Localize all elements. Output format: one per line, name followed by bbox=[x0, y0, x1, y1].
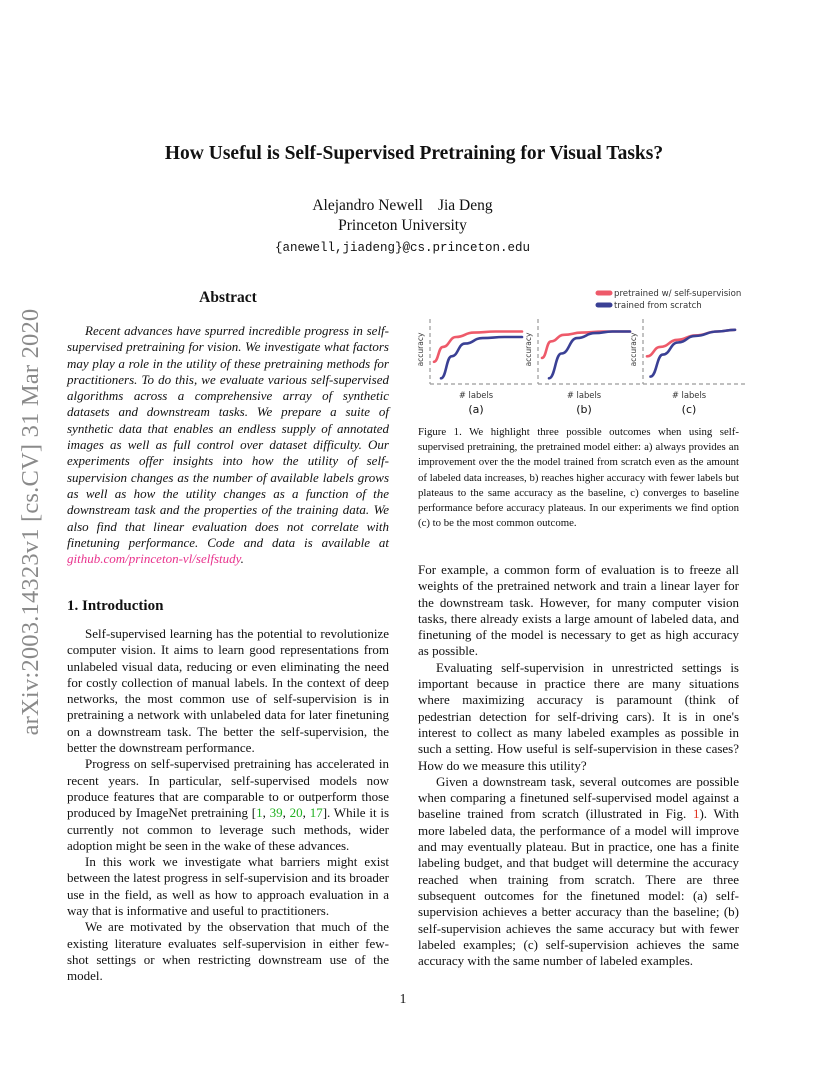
figure-1-chart bbox=[410, 283, 750, 421]
code-link[interactable]: github.com/princeton-vl/selfstudy bbox=[67, 551, 241, 567]
paragraph-text: Given a downstream task, several outcomes are possible when comparing a finetuned self-supervised model against a baseline trained from scratch (illustrated in Fig. bbox=[418, 773, 739, 822]
chart-panel bbox=[629, 319, 745, 416]
paragraph: In this work we investigate what barriers might exist between the latest progress in self-supervision and its broader use in the field, as well as how to approach evaluation in a way that is informative and useful to practitioners. bbox=[67, 854, 389, 919]
paragraph-text: ]. While it is currently not common to leverage such methods, wider adoption might be seen in the wake of these advances. bbox=[67, 805, 390, 853]
x-axis-label: # labels bbox=[458, 390, 494, 400]
chart-panel bbox=[416, 319, 532, 416]
paragraph: Self-supervised learning has the potential to revolutionize computer vision. It aims to learn good representations from unlabeled visual data, reducing or even eliminating the need for costly collection of manual labels. In the context of deep networks, the most common use of self-supervision is in pretraining a network with unlabeled data for later finetuning on a downstream task. The better the self-supervision, the better the downstream performance. bbox=[67, 626, 389, 756]
panel-label: (a) bbox=[468, 403, 484, 416]
panel-label: (c) bbox=[681, 403, 697, 416]
author-block bbox=[0, 196, 805, 258]
abstract-text bbox=[67, 323, 389, 567]
abstract-heading: Abstract bbox=[199, 289, 257, 306]
author-name: Alejandro Newell bbox=[312, 197, 423, 214]
citation-link[interactable]: 17 bbox=[309, 805, 323, 821]
paragraph: We are motivated by the observation that much of the existing literature evaluates self-supervision in either few-shot settings or when restricting downstream use of the model. bbox=[67, 919, 389, 984]
page-number: 1 bbox=[399, 991, 407, 1006]
arxiv-stamp bbox=[17, 282, 44, 762]
section-heading-introduction: 1. Introduction bbox=[67, 598, 164, 614]
y-axis-label: accuracy bbox=[416, 332, 425, 367]
legend-entry: trained from scratch bbox=[614, 301, 702, 311]
panel-label: (b) bbox=[576, 403, 592, 416]
right-column-body bbox=[418, 562, 739, 969]
y-axis-label: accuracy bbox=[524, 332, 533, 367]
paragraph: For example, a common form of evaluation is to freeze all weights of the pretrained network and train a linear layer for the downstream task. However, for many computer vision tasks, there already exists a large amount of labeled data, and finetuning of the model is necessary to get as high accuracy as possible. bbox=[418, 562, 739, 659]
paragraph bbox=[418, 774, 739, 970]
paragraph: Evaluating self-supervision in unrestricted settings is important because in practice there are many situations where maximizing accuracy is paramount (think of pedestrian detection for self-driving cars). It is in one's interest to collect as many labeled examples as possible in such a setting. How useful is self-supervision in these cases? How do we measure this utility? bbox=[418, 659, 739, 773]
chart-panel bbox=[524, 319, 640, 416]
x-axis-label: # labels bbox=[566, 390, 602, 400]
author-affiliation: Princeton University bbox=[338, 217, 467, 234]
introduction-body bbox=[67, 626, 389, 985]
series-line bbox=[549, 332, 630, 379]
y-axis-label: accuracy bbox=[629, 332, 638, 367]
abstract-end: . bbox=[240, 551, 244, 567]
figure-caption: Figure 1. We highlight three possible outcomes when using self-supervised pretraining, the pretrained model either: a) always provides an improvement over the the model trained from scratch even as the amount of labeled data increases, b) reaches higher accuracy with fewer labels but plateaus to the same accuracy as the baseline, c) converges to baseline performance before accuracy plateaus. In our experiments we find option (c) to be the most common outcome. bbox=[418, 426, 739, 530]
paper-title: How Useful is Self-Supervised Pretraining for Visual Tasks? bbox=[164, 143, 664, 164]
author-name: Jia Deng bbox=[437, 197, 493, 214]
paragraph: Progress on self-supervised pretraining has accelerated in recent years. In particular, self-supervised models now produce features that are comparable to or outperform those produced by ImageNet pretraining [1, 39, 20, 17]. While it is currently not common to leverage such methods, wider adoption might be seen in the wake of these advances. bbox=[67, 756, 390, 853]
figure-1 bbox=[410, 283, 750, 421]
paragraph-text: ). With more labeled data, the performance of a model will improve and may eventually plateau. But in practice, one has a finite labeling budget, and that budget will determine the accuracy reached when training from scratch. There are three subsequent outcomes for the finetuned model: (a) self-supervision achieves a better accuracy than the baseline; (b) self-supervision achieves the same accuracy but with fewer labeled examples; (c) self-supervision achieves the same accuracy with the same number of labeled examples. bbox=[418, 806, 739, 969]
author-email: {anewell,jiadeng}@cs.princeton.edu bbox=[274, 241, 531, 255]
series-line bbox=[647, 330, 735, 357]
series-line bbox=[651, 330, 736, 377]
citation-link[interactable]: 39 bbox=[269, 805, 283, 821]
paragraph-text: Progress on self-supervised pretraining has accelerated in recent years. In particular, self-supervised models now produce features that are comparable to or outperform those produced by ImageNet pretraining [ bbox=[67, 756, 389, 821]
author-names bbox=[0, 196, 805, 216]
arxiv-stamp-text: arXiv:2003.14323v1 [cs.CV] 31 Mar 2020 bbox=[17, 308, 44, 736]
x-axis-label: # labels bbox=[671, 390, 707, 400]
legend-entry: pretrained w/ self-supervision bbox=[614, 289, 742, 299]
abstract-body: Recent advances have spurred incredible progress in self-supervised pretraining for vision. We investigate what factors may play a role in the utility of these pretraining methods for practitioners. To do this, we evaluate various self-supervised algorithms across a comprehensive array of synthetic datasets and downstream tasks. We prepare a suite of synthetic data that enables an endless supply of annotated images as well as full control over dataset difficulty. Our experiments offer insights into how the utility of self-supervision changes as the number of available labels grows as well as how the utility changes as a function of the downstream task and the properties of the training data. We also find that linear evaluation does not correlate with finetuning performance. Code and data is available at bbox=[67, 323, 389, 550]
citation-link[interactable]: 20 bbox=[289, 805, 303, 821]
figure-ref-link[interactable]: 1 bbox=[692, 806, 700, 822]
series-line bbox=[441, 337, 522, 378]
citation-link[interactable]: 1 bbox=[256, 805, 263, 821]
